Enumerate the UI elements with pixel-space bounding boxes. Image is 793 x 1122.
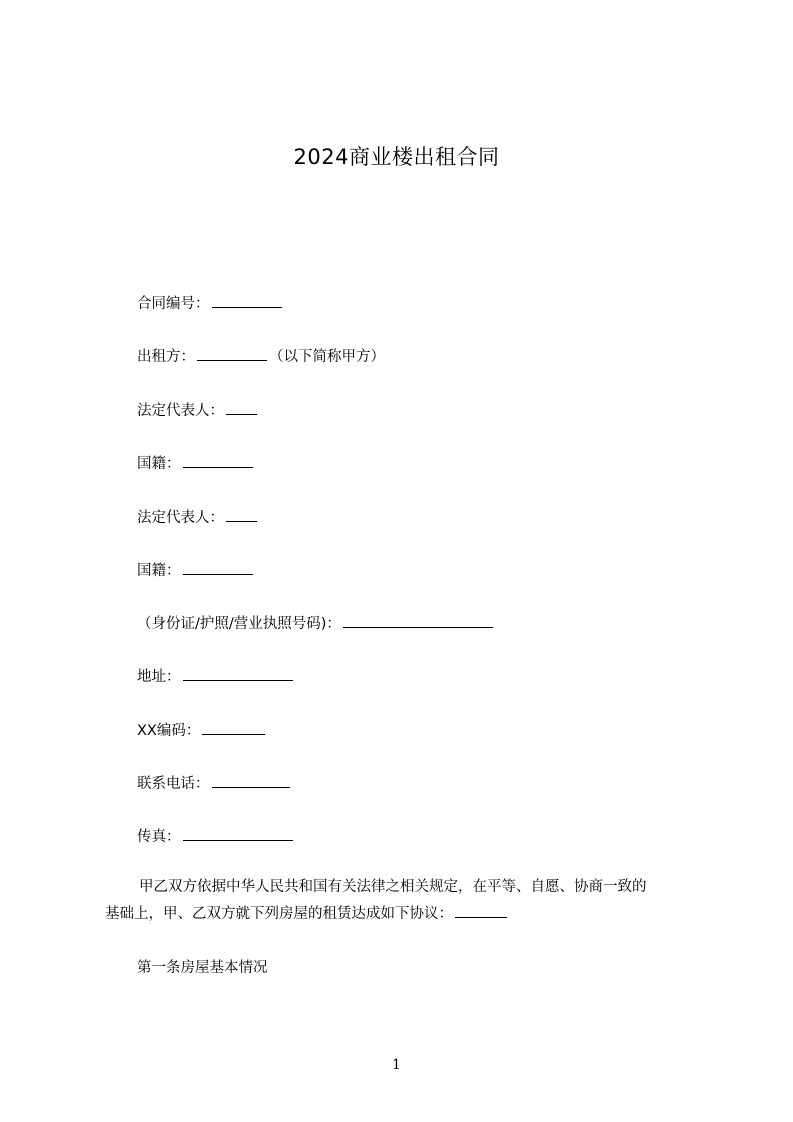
fill-blank [183, 559, 253, 575]
fill-blank [212, 292, 282, 308]
page-number: 1 [392, 1057, 401, 1073]
field-nationality [137, 452, 253, 474]
field-legal-representative [137, 399, 257, 421]
field-phone [137, 772, 290, 794]
agreement-line-1: 甲乙双方依据中华人民共和国有关法律之相关规定，在平等、自愿、协商一致的 [139, 879, 647, 895]
fill-blank [183, 825, 293, 841]
fill-blank [197, 345, 267, 361]
fill-blank [455, 902, 507, 918]
field-contract-number [137, 292, 282, 314]
field-label: 国籍： [137, 456, 181, 472]
field-postal-code [137, 719, 265, 741]
field-id-number [137, 612, 493, 634]
agreement-line-2-text: 基础上，甲、乙双方就下列房屋的租赁达成如下协议： [105, 906, 453, 922]
field-label: 地址： [137, 669, 181, 685]
field-fax [137, 825, 293, 847]
fill-blank [202, 719, 265, 735]
field-label: 合同编号： [137, 296, 210, 312]
field-label: 法定代表人： [137, 403, 224, 419]
field-label: 传真： [137, 829, 181, 845]
fill-blank [343, 612, 493, 628]
field-legal-representative-2 [137, 506, 257, 528]
field-label: 出租方： [137, 349, 195, 365]
fill-blank [212, 772, 290, 788]
agreement-paragraph [105, 874, 705, 928]
fill-blank [183, 665, 293, 681]
field-label: 法定代表人： [137, 510, 224, 526]
fill-blank [183, 452, 253, 468]
fill-blank [226, 506, 257, 522]
field-address [137, 665, 293, 687]
field-label: 国籍： [137, 563, 181, 579]
field-lessor [137, 345, 385, 367]
field-label: XX编码： [137, 723, 201, 739]
contract-title: 2024商业楼出租合同 [293, 145, 500, 169]
fill-blank [226, 399, 257, 415]
field-suffix: （以下简称甲方） [269, 349, 385, 365]
field-label: 联系电话： [137, 776, 210, 792]
field-label: （身份证/护照/营业执照号码)： [137, 616, 341, 632]
section-heading: 第一条房屋基本情况 [137, 960, 268, 976]
field-nationality-2 [137, 559, 253, 581]
agreement-line-2 [105, 901, 705, 928]
